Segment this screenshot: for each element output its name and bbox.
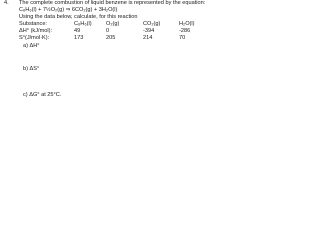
table-cell: -394 <box>143 28 155 34</box>
table-header-row <box>19 21 199 28</box>
question-text: The complete combustion of liquid benzene is represented by the equation: <box>19 0 206 6</box>
table-row <box>19 28 199 35</box>
table-cell: 214 <box>143 35 153 41</box>
part-a-label: a) ΔH° <box>23 43 40 49</box>
reaction-equation: C₆H₆(l) + 7½O₂(g) ⇒ 6CO₂(g) + 3H₂O(l) <box>19 7 118 13</box>
table-header-cell: O₂(g) <box>106 21 120 27</box>
table-cell: S°(J/mol·K): <box>19 35 50 41</box>
question-number: 4. <box>4 0 9 6</box>
table-cell: 49 <box>74 28 81 34</box>
table-cell: 205 <box>106 35 116 41</box>
question-instruction: Using the data below, calculate, for this reaction <box>19 14 138 20</box>
table-header-cell: H₂O(l) <box>179 21 195 27</box>
table-cell: -286 <box>179 28 191 34</box>
table-cell: 173 <box>74 35 84 41</box>
table-cell: ΔH° (kJ/mol): <box>19 28 53 34</box>
table-cell: 70 <box>179 35 186 41</box>
table-header-cell: CO₂(g) <box>143 21 161 27</box>
part-b-label: b) ΔS° <box>23 66 40 72</box>
part-c-label: c) ΔG° at 25°C. <box>23 92 62 98</box>
table-header-cell: C₆H₆(l) <box>74 21 92 27</box>
table-row <box>19 35 199 42</box>
table-header-cell: Substance: <box>19 21 47 27</box>
table-cell: 0 <box>106 28 110 34</box>
